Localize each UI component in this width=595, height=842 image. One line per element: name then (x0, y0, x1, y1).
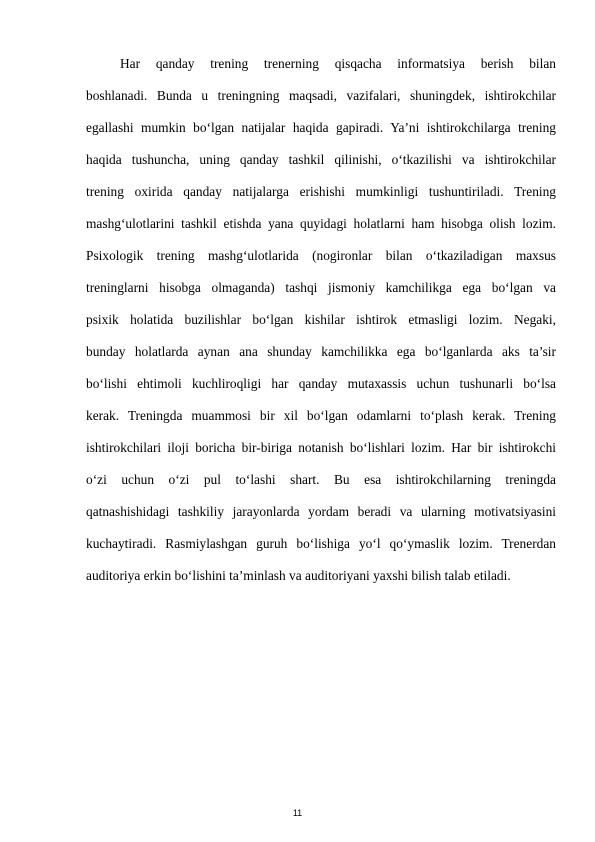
paragraph-line: kuchaytiradi. Rasmiylashgan guruh bo‘lishiga yo‘l qo‘ymaslik lozim. Trenerdan (86, 536, 556, 551)
body-paragraph (86, 48, 556, 592)
paragraph-line: qatnashishidagi tashkiliy jarayonlarda yordam beradi va ularning motivatsiyasini (86, 504, 556, 519)
paragraph-line: psixik holatida buzilishlar bo‘lgan kishilar ishtirok etmasligi lozim. Negaki, (86, 312, 556, 327)
paragraph-line: Har qanday trening trenerning qisqacha informatsiya berish bilan (120, 56, 556, 71)
page-number: 11 (292, 808, 303, 818)
paragraph-line: mashg‘ulotlarini tashkil etishda yana quyidagi holatlarni ham hisobga olish lozim. (86, 216, 556, 231)
paragraph-line: egallashi mumkin bo‘lgan natijalar haqida gapiradi. Ya’ni ishtirokchilarga trening (86, 120, 556, 135)
paragraph-line: haqida tushuncha, uning qanday tashkil qilinishi, o‘tkazilishi va ishtirokchilar (86, 152, 556, 167)
paragraph-line: kerak. Treningda muammosi bir xil bo‘lgan odamlarni to‘plash kerak. Trening (86, 408, 556, 423)
paragraph-line: treninglarni hisobga olmaganda) tashqi jismoniy kamchilikga ega bo‘lgan va (86, 280, 556, 295)
paragraph-line: ishtirokchilari iloji boricha bir-biriga notanish bo‘lishlari lozim. Har bir ishtirokchi (86, 440, 556, 455)
paragraph-line: bo‘lishi ehtimoli kuchliroqligi har qanday mutaxassis uchun tushunarli bo‘lsa (86, 376, 556, 391)
paragraph-line: boshlanadi. Bunda u treningning maqsadi, vazifalari, shuningdek, ishtirokchilar (86, 88, 556, 103)
paragraph-line: trening oxirida qanday natijalarga erishishi mumkinligi tushuntiriladi. Trening (86, 184, 556, 199)
paragraph-line: Psixologik trening mashg‘ulotlarida (nogironlar bilan o‘tkaziladigan maxsus (86, 248, 556, 263)
paragraph-line: auditoriya erkin bo‘lishini ta’minlash va auditoriyani yaxshi bilish talab etiladi. (86, 568, 511, 583)
paragraph-line: o‘zi uchun o‘zi pul to‘lashi shart. Bu esa ishtirokchilarning treningda (86, 472, 556, 487)
paragraph-line: bunday holatlarda aynan ana shunday kamchilikka ega bo‘lganlarda aks ta’sir (86, 344, 556, 359)
